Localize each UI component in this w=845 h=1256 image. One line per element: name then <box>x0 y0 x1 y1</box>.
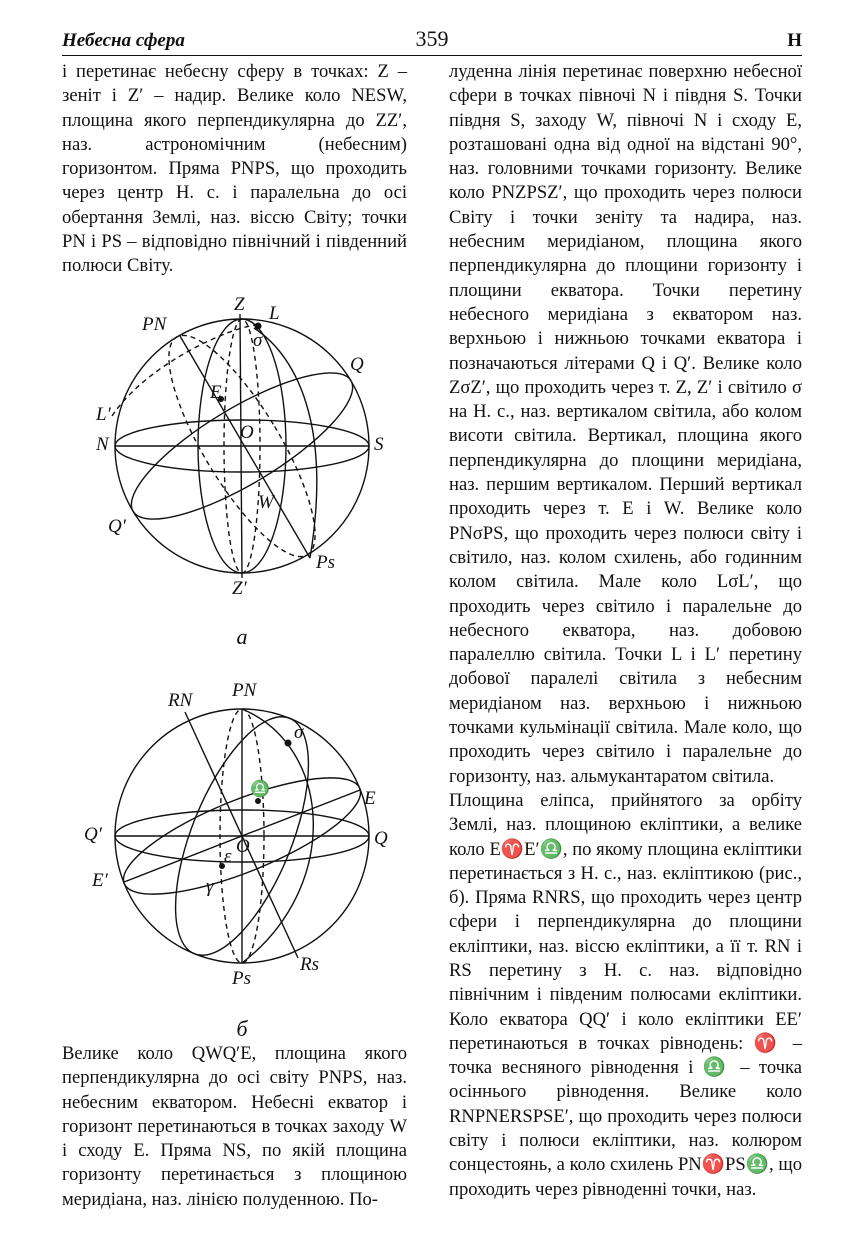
label-ps: Ps <box>316 552 335 573</box>
paragraph-equator: Велике коло QWQ′E, площина якого перпендикулярна до осі світу PNPS, наз. небесним екватором. Небесні екватор і горизонт перетинаються в точках заходу W і сходу E. Пряма NS, по якій площина горизонту перетинається з площиною меридіана, наз. лінією полуденною. По- <box>62 1043 407 1210</box>
right-column <box>449 60 802 1202</box>
label-o: O <box>236 836 250 857</box>
figure-b-ecliptic-sphere <box>82 676 402 996</box>
label-gamma: γ <box>206 876 214 897</box>
label-sigma: σ <box>253 330 263 351</box>
daily-parallel <box>112 325 258 416</box>
label-o: O <box>240 422 254 443</box>
label-q-prime: Q′ <box>108 516 126 537</box>
label-pn: PN <box>232 680 257 701</box>
page-number: 359 <box>415 26 449 51</box>
star-sigma-dot <box>255 323 262 330</box>
left-column-bottom <box>62 1042 407 1212</box>
label-n: N <box>96 434 109 455</box>
label-rn: RN <box>168 690 193 711</box>
label-s: S <box>374 434 384 455</box>
libra-point-dot <box>255 798 261 804</box>
label-e-prime: E′ <box>92 870 108 891</box>
label-e: E <box>364 788 376 809</box>
label-rs: Rs <box>300 954 319 975</box>
page-header <box>62 26 802 56</box>
label-e: E <box>210 382 222 403</box>
label-l: L <box>269 303 280 324</box>
index-letter: Н <box>787 30 802 51</box>
figure-a-diagram <box>82 286 402 606</box>
paragraph-meridian: луденна лінія перетинає поверхню небесної сфери в точках півночі N і півдня S. Точки півдня S, заходу W, півночі N і сходу E, розташовані одна від одної на відстані 90°, наз. головними точками горизонту. Велике коло PNZPSZ′, що проходить через полюси Світу і точки зеніту та надира, наз. небесним меридіаном, площина якого перпендикулярна до площини горизонту і площини екватора. Точки перетину небесного меридіана з екватором наз. верхньою і нижньою точками екватора і позначаються літерами Q і Q′. Велике коло ZσZ′, що проходить через т. Z, Z′ і світило σ на Н. с., наз. вертикалом світила, або колом висоти світила. Вертикал, площина якого перпендикулярна до площини меридіана, наз. першим вертикалом. Перший вертикал проходить через т. E і W. Велике коло PNσPS, що проходить через полюси світу і світило, наз. колом схилень, або годинним колом світила. Мале коло LσL′, що проходить через світило і паралельне до небесного екватора, наз. добовою паралеллю світила. Точки L і L′ перетину добової паралелі світила з небесним меридіаном наз. верхньою і нижньою точками кульмінації світила. Мале коло, що проходить через світило і паралельне до горизонту, наз. альмукантаратом світила. <box>449 61 802 787</box>
label-epsilon: ε <box>224 846 232 867</box>
label-libra: ♎ <box>250 781 270 798</box>
label-w: W <box>258 492 274 513</box>
label-z: Z <box>234 294 245 315</box>
figure-b-diagram <box>82 676 402 996</box>
label-q-prime: Q′ <box>84 824 102 845</box>
label-q: Q <box>374 828 388 849</box>
figure-a-caption: а <box>236 624 248 649</box>
star-sigma-dot <box>285 740 292 747</box>
label-l-prime: L′ <box>96 404 111 425</box>
figure-b-caption: б <box>236 1016 248 1041</box>
label-ps: Ps <box>232 968 251 989</box>
label-q: Q <box>350 354 364 375</box>
label-pn: PN <box>142 314 167 335</box>
left-column-top <box>62 60 407 279</box>
section-title: Небесна сфера <box>62 30 185 51</box>
paragraph-ecliptic: Площина еліпса, прийнятого за орбіту Землі, наз. площиною екліптики, а велике коло E♈E′♎, по якому площина екліптики перетинається з Н. с., наз. екліптикою (рис., б). Пряма RNRS, що проходить через центр сфери і перпендикулярна до площини екліптики, наз. віссю екліптики, а її т. RN і RS перетину з Н. с. наз. відповідно північним і південим полюсами екліптики. Коло екватора QQ′ і коло екліптики EE′ перетинаються в точках рівнодень: ♈ – точка весняного рівнодення і ♎ – точка осіннього рівнодення. Велике коло RNPNERSPSE′, що проходить через полюси світу і полюси екліптики, наз. колюром сонцестоянь, а коло схилень PN♈PS♎, що проходить через рівноденні точки, наз. <box>449 789 802 1200</box>
zenith-nadir-line <box>240 314 242 578</box>
figure-a-celestial-sphere <box>82 286 402 606</box>
label-sigma: σ <box>294 722 304 743</box>
label-z-prime: Z′ <box>232 578 247 599</box>
paragraph-horizon: і перетинає небесну сферу в точках: Z – зеніт і Z′ – надир. Велике коло NESW, площина якого перпендикулярна до ZZ′, наз. астрономічним (небесним) горизонтом. Пряма PNPS, що проходить через центр Н. с. і паралельна до осі обертання Землі, наз. віссю Світу; точки PN і PS – відповідно північний і південний полюси Світу. <box>62 61 407 277</box>
header-rule <box>62 55 802 56</box>
